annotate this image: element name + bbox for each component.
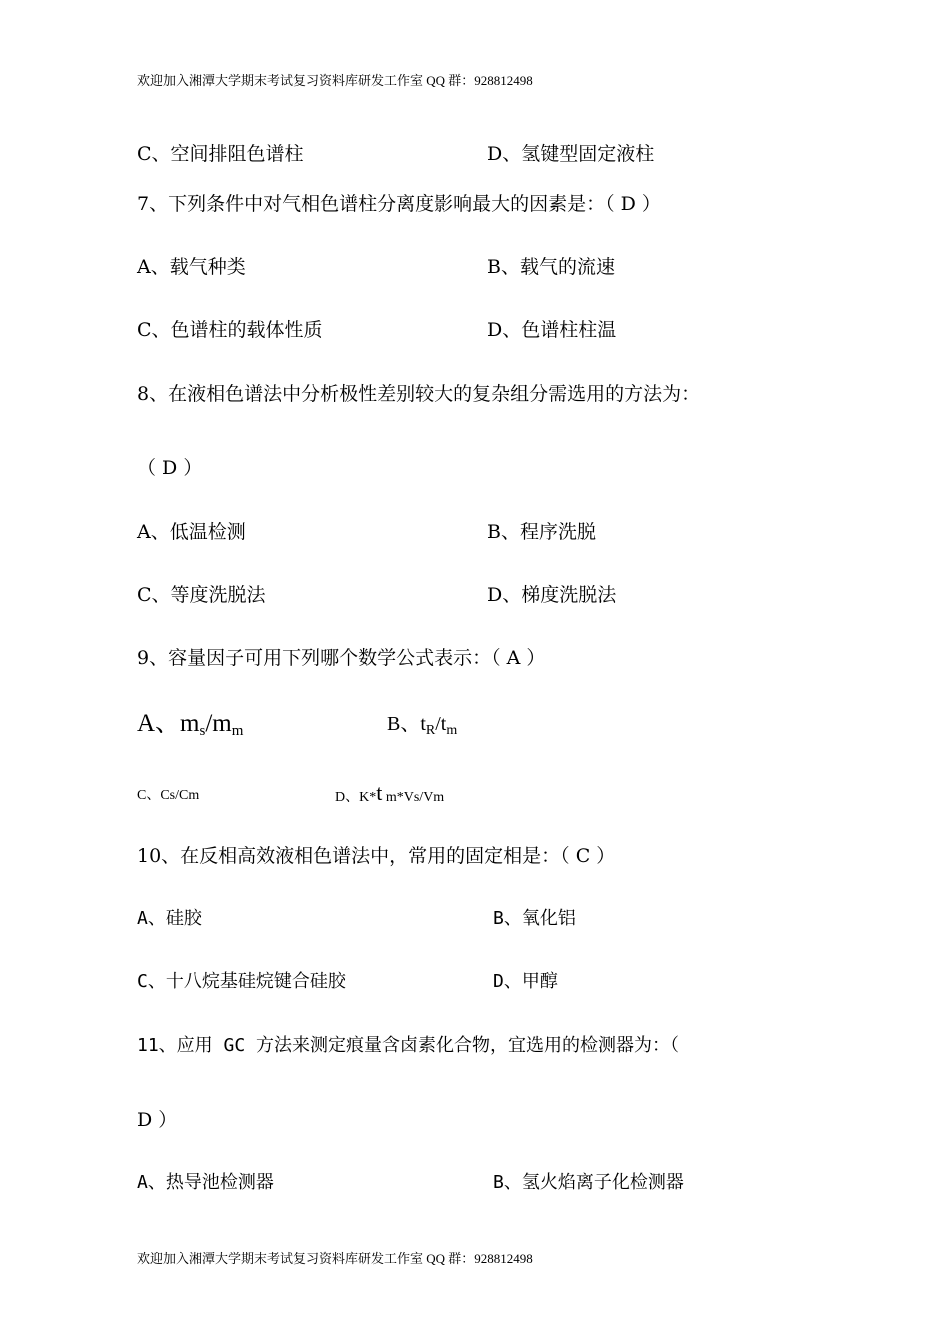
q7-question: 7、下列条件中对气相色谱柱分离度影响最大的因素是：（ D ） <box>137 193 661 215</box>
q9-option-c: C、Cs/Cm <box>137 788 200 803</box>
q9-option-a: A、$m_s/m_m$ <box>137 710 244 739</box>
q10-option-c: C、十八烷基硅烷键合硅胶 <box>137 971 346 992</box>
q7-option-c: C、色谱柱的载体性质 <box>137 319 323 341</box>
q11-option-b: B、氢火焰离子化检测器 <box>493 1172 684 1193</box>
q8-answer: （ D ） <box>137 457 203 479</box>
q8-option-b: B、程序洗脱 <box>487 521 596 543</box>
q9-question: 9、容量因子可用下列哪个数学公式表示：（ A ） <box>137 647 546 669</box>
q8-option-d: D、梯度洗脱法 <box>487 584 617 606</box>
q10-option-b: B、氧化铝 <box>493 908 576 929</box>
q6-option-c: C、空间排阻色谱柱 <box>137 143 304 165</box>
q10-option-d: D、甲醇 <box>493 971 558 992</box>
q10-question: 10、在反相高效液相色谱法中，常用的固定相是：（ C ） <box>137 845 616 867</box>
page-header: 欢迎加入湘潭大学期末考试复习资料库研发工作室 QQ 群：928812498 <box>137 73 533 88</box>
q11-question: 11、应用 GC 方法来测定痕量含卤素化合物，宜选用的检测器为：（ <box>137 1035 680 1056</box>
q6-option-d: D、氢键型固定液柱 <box>487 143 655 165</box>
q9-option-b: B、$t_R/t_m$ <box>387 713 458 738</box>
page-footer: 欢迎加入湘潭大学期末考试复习资料库研发工作室 QQ 群：928812498 <box>137 1251 533 1266</box>
q8-option-c: C、等度洗脱法 <box>137 584 266 606</box>
q8-question: 8、在液相色谱法中分析极性差别较大的复杂组分需选用的方法为： <box>137 383 701 405</box>
q11-answer: D ） <box>137 1109 178 1131</box>
q10-option-a: A、硅胶 <box>137 908 202 929</box>
q9-option-d: D、K*t m*Vs/Vm <box>335 780 445 805</box>
q7-option-d: D、色谱柱柱温 <box>487 319 617 341</box>
q8-option-a: A、低温检测 <box>137 521 246 543</box>
q11-option-a: A、热导池检测器 <box>137 1172 274 1193</box>
q7-option-b: B、载气的流速 <box>487 256 615 278</box>
q7-option-a: A、载气种类 <box>137 256 246 278</box>
